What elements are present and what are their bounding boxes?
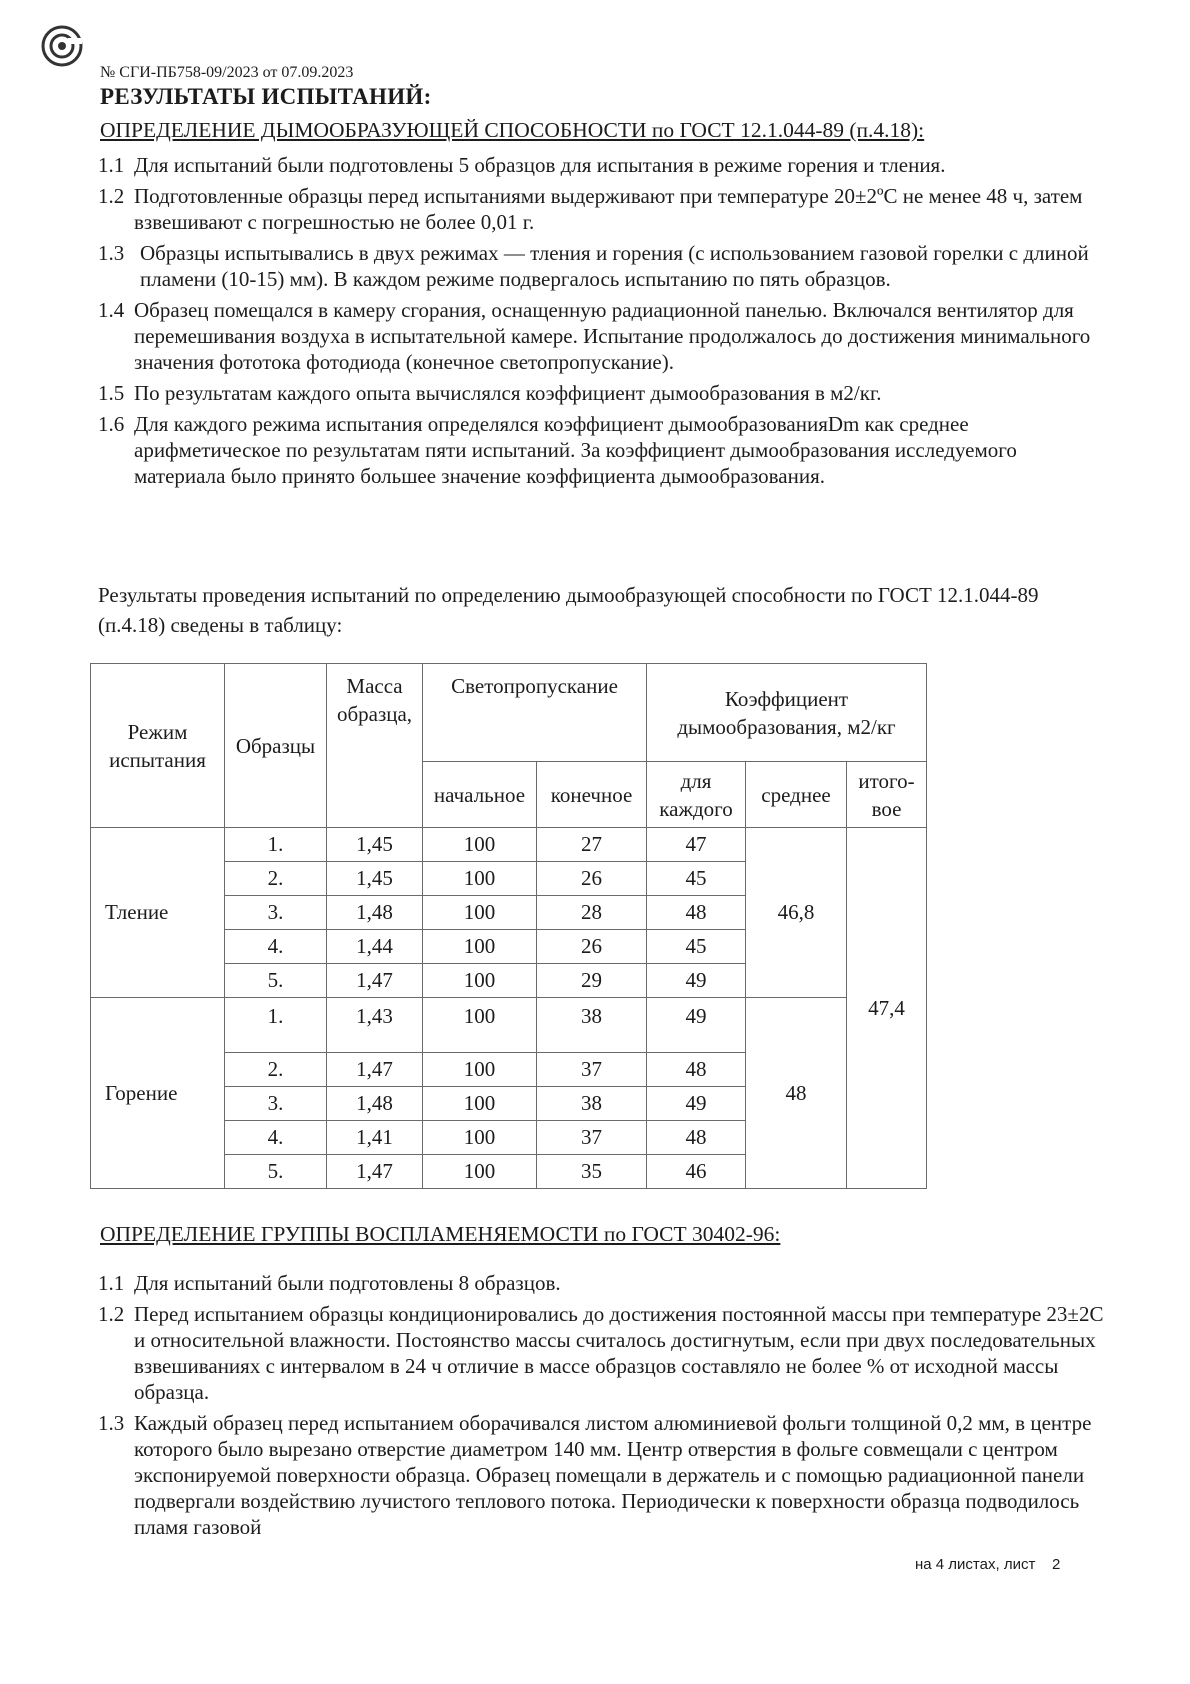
list-item: 1.1 Для испытаний были подготовлены 8 образцов. (98, 1271, 561, 1295)
header-mass: Масса образца, (327, 664, 423, 828)
header-initial: начальное (423, 762, 537, 828)
section2-list (98, 1270, 1108, 1545)
document-number: № СГИ-ПБ758-09/2023 от 07.09.2023 (100, 64, 354, 81)
section1-list (98, 152, 1108, 494)
list-item: 1.2 Перед испытанием образцы кондиционировались до достижения постоянной массы при температуре 23±2С и относительной влажности. Постоянство массы считалось достигнутым, если при двух последовательных взвешиваниях с интервалом в 24 ч отличие в массе образцов составляло не более % от исходной массы образца. (98, 1302, 1104, 1404)
table-row: 4. 1,44 100 26 45 (91, 930, 927, 964)
page-title: РЕЗУЛЬТАТЫ ИСПЫТАНИЙ: (100, 84, 432, 109)
table-row: 2. 1,45 100 26 45 (91, 862, 927, 896)
page-number: 2 (1052, 1556, 1061, 1573)
logo-icon (40, 24, 84, 68)
section2-heading: ОПРЕДЕЛЕНИЕ ГРУППЫ ВОСПЛАМЕНЯЕМОСТИ по ГОСТ 30402-96: (100, 1222, 781, 1246)
mode-cell: Горение (91, 998, 225, 1189)
table-row: 5. 1,47 100 29 49 (91, 964, 927, 998)
mode-cell: Тление (91, 828, 225, 998)
table-row: 3. 1,48 100 38 49 (91, 1087, 927, 1121)
header-mode: Режим испытания (91, 664, 225, 828)
avg-cell: 48 (746, 998, 847, 1189)
list-item: 1.1 Для испытаний были подготовлены 5 образцов для испытания в режиме горения и тления. (98, 153, 946, 177)
table-intro: Результаты проведения испытаний по определению дымообразующей способности по ГОСТ 12.1.044-89 (п.4.18) сведены в таблицу: (98, 583, 1039, 637)
list-item: 1.5 По результатам каждого опыта вычислялся коэффициент дымообразования в м2/кг. (98, 381, 882, 405)
header-final: конечное (537, 762, 647, 828)
list-item: 1.6 Для каждого режима испытания определялся коэффициент дымообразованияDm как среднее арифметическое по результатам пяти испытаний. За коэффициент дымообразования исследуемого материала было принято большее значение коэффициента дымообразования. (98, 412, 1017, 488)
results-table (90, 663, 927, 1189)
list-item: 1.2 Подготовленные образцы перед испытаниями выдерживают при температуре 20±2ºС не менее 48 ч, затем взвешивают с погрешностью не более 0,01 г. (98, 184, 1083, 234)
header-avg: среднее (746, 762, 847, 828)
list-item: 1.4 Образец помещался в камеру сгорания, оснащенную радиационной панелью. Включался вентилятор для перемешивания воздуха в испытательной камере. Испытание продолжалось до достижения минимального значения фототока фотодиода (конечное светопропускание). (98, 298, 1091, 374)
header-each: для каждого (647, 762, 746, 828)
table-row: 4. 1,41 100 37 48 (91, 1121, 927, 1155)
header-total: итого-вое (847, 762, 927, 828)
table-row: 3. 1,48 100 28 48 (91, 896, 927, 930)
table-row: Тление 1. 1,45 100 27 47 46,8 47,4 (91, 828, 927, 862)
table-row: 5. 1,47 100 35 46 (91, 1155, 927, 1189)
table-row: Горение 1. 1,43 100 38 49 48 (91, 998, 927, 1053)
avg-cell: 46,8 (746, 828, 847, 998)
list-item: 1.3 Каждый образец перед испытанием оборачивался листом алюминиевой фольги толщиной 0,2 мм, в центре которого было вырезано отверстие диаметром 140 мм. Центр отверстия в фольге совмещали с центром экспонируемой поверхности образца. Образец помещали в держатель и с помощью радиационной панели подвергали воздействию лучистого теплового потока. Периодически к поверхности образца подводилось пламя газовой (98, 1411, 1092, 1539)
list-item: 1.3 Образцы испытывались в двух режимах — тления и горения (с использованием газовой горелки с длиной пламени (10-15) мм). В каждом режиме подвергалось испытанию по пять образцов. (98, 241, 1089, 291)
header-coef: Коэффициент дымообразования, м2/кг (647, 664, 927, 762)
table-row: 2. 1,47 100 37 48 (91, 1053, 927, 1087)
header-samples: Образцы (225, 664, 327, 828)
section1-heading: ОПРЕДЕЛЕНИЕ ДЫМООБРАЗУЮЩЕЙ СПОСОБНОСТИ по ГОСТ 12.1.044-89 (п.4.18): (100, 118, 925, 142)
sheets-label: на 4 листах, лист (915, 1556, 1036, 1573)
header-light: Светопропускание (423, 664, 647, 762)
page-footer (915, 1556, 1060, 1573)
total-cell: 47,4 (847, 828, 927, 1189)
